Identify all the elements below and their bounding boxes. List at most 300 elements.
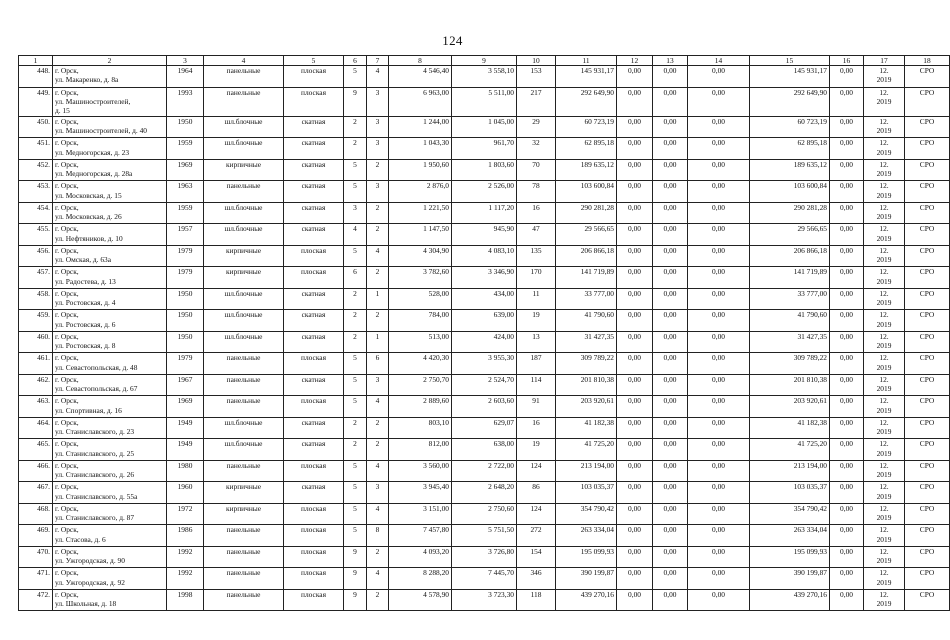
- total-cost-cell: 31 427,35: [556, 331, 617, 353]
- entrances-cell: 4: [367, 66, 389, 88]
- wall-material-cell: кирпичные: [204, 245, 284, 267]
- page-number: 124: [442, 33, 463, 48]
- residents-cell: 124: [517, 460, 556, 482]
- address-cell: [53, 331, 167, 353]
- floors-cell: 6: [344, 267, 367, 289]
- term-line: 2019: [876, 169, 892, 179]
- roof-type-cell: скатная: [284, 159, 344, 181]
- year-cell: 1963: [167, 181, 204, 203]
- term-line: 12.: [879, 138, 889, 148]
- term-line: 2019: [876, 190, 892, 200]
- row-number-cell: 448.: [19, 66, 53, 88]
- year-cell: 1960: [167, 482, 204, 504]
- cost-cell: 0,00: [830, 310, 864, 332]
- address-line: г. Орск,: [55, 267, 79, 277]
- row-number-cell: 452.: [19, 159, 53, 181]
- residents-cell: 19: [517, 439, 556, 461]
- column-number-cell: 3: [167, 56, 204, 66]
- roof-type-cell: плоская: [284, 396, 344, 418]
- address-line: г. Орск,: [55, 396, 79, 406]
- owners-funds-cell: 354 790,42: [750, 503, 830, 525]
- term-line: 2019: [876, 341, 892, 351]
- owners-funds-cell: 292 649,90: [750, 87, 830, 116]
- column-number-cell: 13: [653, 56, 688, 66]
- roof-type-cell: плоская: [284, 525, 344, 547]
- address-line: ул. Ростовская, д. 6: [55, 319, 116, 329]
- method-cell: СРО: [905, 546, 950, 568]
- roof-type-cell: скатная: [284, 181, 344, 203]
- cost-cell: 0,00: [830, 224, 864, 246]
- cost-cell: 0,00: [830, 116, 864, 138]
- table-row: [19, 138, 950, 160]
- address-cell: [53, 66, 167, 88]
- residents-cell: 78: [517, 181, 556, 203]
- term-line: 2019: [876, 448, 892, 458]
- table-row: [19, 224, 950, 246]
- wall-material-cell: панельные: [204, 568, 284, 590]
- column-number-cell: 10: [517, 56, 556, 66]
- residents-cell: 11: [517, 288, 556, 310]
- cost-cell: 0,00: [653, 267, 688, 289]
- address-line: г. Орск,: [55, 460, 79, 470]
- address-line: г. Орск,: [55, 439, 79, 449]
- cost-cell: 0,00: [830, 396, 864, 418]
- address-line: ул. Станиславского, д. 23: [55, 427, 135, 437]
- address-line: г. Орск,: [55, 181, 79, 191]
- total-area-cell: 4 093,20: [389, 546, 452, 568]
- row-number-cell: 461.: [19, 353, 53, 375]
- table-row: [19, 288, 950, 310]
- cost-cell: 0,00: [830, 525, 864, 547]
- year-cell: 1959: [167, 138, 204, 160]
- column-number-cell: 16: [830, 56, 864, 66]
- wall-material-cell: шл.блочные: [204, 439, 284, 461]
- address-line: г. Орск,: [55, 310, 79, 320]
- address-cell: [53, 87, 167, 116]
- wall-material-cell: шл.блочные: [204, 138, 284, 160]
- cost-cell: 0,00: [617, 546, 653, 568]
- cost-cell: 0,00: [617, 439, 653, 461]
- cost-cell: 0,00: [653, 589, 688, 611]
- table-row: [19, 525, 950, 547]
- method-cell: СРО: [905, 202, 950, 224]
- year-cell: 1972: [167, 503, 204, 525]
- address-line: г. Орск,: [55, 116, 79, 126]
- cost-cell: 0,00: [653, 417, 688, 439]
- term-line: 12.: [879, 181, 889, 191]
- cost-cell: 0,00: [653, 138, 688, 160]
- address-cell: [53, 589, 167, 611]
- address-line: г. Орск,: [55, 353, 79, 363]
- roof-type-cell: скатная: [284, 374, 344, 396]
- term-line: 2019: [876, 599, 892, 609]
- address-line: ул. Ростовская, д. 8: [55, 341, 116, 351]
- wall-material-cell: кирпичные: [204, 267, 284, 289]
- floors-cell: 5: [344, 353, 367, 375]
- method-cell: СРО: [905, 181, 950, 203]
- column-number-cell: 15: [750, 56, 830, 66]
- column-number-cell: 4: [204, 56, 284, 66]
- total-area-cell: 513,00: [389, 331, 452, 353]
- cost-cell: 0,00: [688, 310, 750, 332]
- floors-cell: 5: [344, 374, 367, 396]
- total-cost-cell: 213 194,00: [556, 460, 617, 482]
- owners-funds-cell: 201 810,38: [750, 374, 830, 396]
- living-area-cell: 2 603,60: [452, 396, 517, 418]
- term-line: 12.: [879, 525, 889, 535]
- year-cell: 1950: [167, 116, 204, 138]
- cost-cell: 0,00: [617, 138, 653, 160]
- cost-cell: 0,00: [617, 417, 653, 439]
- term-line: 2019: [876, 126, 892, 136]
- table-row: [19, 87, 950, 116]
- total-area-cell: 3 560,00: [389, 460, 452, 482]
- row-number-cell: 456.: [19, 245, 53, 267]
- residents-cell: 47: [517, 224, 556, 246]
- total-area-cell: 1 043,30: [389, 138, 452, 160]
- residents-cell: 153: [517, 66, 556, 88]
- planned-term-cell: [864, 288, 905, 310]
- method-cell: СРО: [905, 417, 950, 439]
- address-cell: [53, 396, 167, 418]
- planned-term-cell: [864, 224, 905, 246]
- entrances-cell: 3: [367, 482, 389, 504]
- year-cell: 1949: [167, 439, 204, 461]
- cost-cell: 0,00: [653, 374, 688, 396]
- table-row: [19, 116, 950, 138]
- cost-cell: 0,00: [653, 288, 688, 310]
- term-line: 2019: [876, 362, 892, 372]
- living-area-cell: 2 750,60: [452, 503, 517, 525]
- cost-cell: 0,00: [688, 503, 750, 525]
- roof-type-cell: плоская: [284, 353, 344, 375]
- planned-term-cell: [864, 245, 905, 267]
- cost-cell: 0,00: [688, 331, 750, 353]
- entrances-cell: 3: [367, 374, 389, 396]
- entrances-cell: 2: [367, 439, 389, 461]
- entrances-cell: 4: [367, 503, 389, 525]
- row-number-cell: 453.: [19, 181, 53, 203]
- year-cell: 1964: [167, 66, 204, 88]
- address-line: ул. Медногорская, д. 28а: [55, 169, 133, 179]
- row-number-cell: 468.: [19, 503, 53, 525]
- wall-material-cell: панельные: [204, 374, 284, 396]
- column-number-cell: 7: [367, 56, 389, 66]
- owners-funds-cell: 41 725,20: [750, 439, 830, 461]
- total-cost-cell: 292 649,90: [556, 87, 617, 116]
- living-area-cell: 3 723,30: [452, 589, 517, 611]
- wall-material-cell: шл.блочные: [204, 116, 284, 138]
- wall-material-cell: панельные: [204, 66, 284, 88]
- table-row: [19, 181, 950, 203]
- owners-funds-cell: 263 334,04: [750, 525, 830, 547]
- row-number-cell: 464.: [19, 417, 53, 439]
- floors-cell: 5: [344, 245, 367, 267]
- address-line: г. Орск,: [55, 546, 79, 556]
- column-number-cell: 17: [864, 56, 905, 66]
- total-area-cell: 803,10: [389, 417, 452, 439]
- table-row: [19, 374, 950, 396]
- total-cost-cell: 309 789,22: [556, 353, 617, 375]
- cost-cell: 0,00: [653, 224, 688, 246]
- cost-cell: 0,00: [653, 245, 688, 267]
- total-cost-cell: 439 270,16: [556, 589, 617, 611]
- wall-material-cell: кирпичные: [204, 482, 284, 504]
- address-line: ул. Московская, д. 15: [55, 190, 122, 200]
- year-cell: 1967: [167, 374, 204, 396]
- column-number-cell: 1: [19, 56, 53, 66]
- term-line: 12.: [879, 331, 889, 341]
- term-line: 2019: [876, 298, 892, 308]
- planned-term-cell: [864, 525, 905, 547]
- table-row: [19, 66, 950, 88]
- cost-cell: 0,00: [617, 202, 653, 224]
- floors-cell: 9: [344, 87, 367, 116]
- floors-cell: 3: [344, 202, 367, 224]
- table-body: [19, 56, 950, 611]
- address-line: г. Орск,: [55, 482, 79, 492]
- cost-cell: 0,00: [617, 116, 653, 138]
- term-line: 12.: [879, 439, 889, 449]
- wall-material-cell: панельные: [204, 589, 284, 611]
- residents-cell: 217: [517, 87, 556, 116]
- floors-cell: 9: [344, 546, 367, 568]
- floors-cell: 4: [344, 224, 367, 246]
- term-line: 2019: [876, 405, 892, 415]
- floors-cell: 5: [344, 396, 367, 418]
- wall-material-cell: панельные: [204, 396, 284, 418]
- address-line: г. Орск,: [55, 138, 79, 148]
- column-number-cell: 14: [688, 56, 750, 66]
- year-cell: 1950: [167, 288, 204, 310]
- column-number-cell: 9: [452, 56, 517, 66]
- entrances-cell: 2: [367, 159, 389, 181]
- term-line: 12.: [879, 482, 889, 492]
- floors-cell: 2: [344, 116, 367, 138]
- method-cell: СРО: [905, 159, 950, 181]
- total-area-cell: 7 457,80: [389, 525, 452, 547]
- cost-cell: 0,00: [653, 568, 688, 590]
- cost-cell: 0,00: [830, 138, 864, 160]
- planned-term-cell: [864, 374, 905, 396]
- cost-cell: 0,00: [830, 503, 864, 525]
- total-area-cell: 1 950,60: [389, 159, 452, 181]
- living-area-cell: 434,00: [452, 288, 517, 310]
- term-line: 2019: [876, 233, 892, 243]
- table-row: [19, 482, 950, 504]
- residents-cell: 86: [517, 482, 556, 504]
- term-line: 12.: [879, 66, 889, 75]
- column-number-cell: 8: [389, 56, 452, 66]
- cost-cell: 0,00: [653, 546, 688, 568]
- method-cell: СРО: [905, 331, 950, 353]
- method-cell: СРО: [905, 568, 950, 590]
- cost-cell: 0,00: [830, 159, 864, 181]
- term-line: 2019: [876, 384, 892, 394]
- cost-cell: 0,00: [830, 589, 864, 611]
- cost-cell: 0,00: [617, 245, 653, 267]
- method-cell: СРО: [905, 310, 950, 332]
- planned-term-cell: [864, 353, 905, 375]
- roof-type-cell: скатная: [284, 138, 344, 160]
- method-cell: СРО: [905, 116, 950, 138]
- term-line: 12.: [879, 374, 889, 384]
- table-row: [19, 202, 950, 224]
- roof-type-cell: скатная: [284, 482, 344, 504]
- year-cell: 1992: [167, 546, 204, 568]
- cost-cell: 0,00: [688, 224, 750, 246]
- floors-cell: 2: [344, 439, 367, 461]
- roof-type-cell: скатная: [284, 331, 344, 353]
- total-cost-cell: 390 199,87: [556, 568, 617, 590]
- roof-type-cell: плоская: [284, 460, 344, 482]
- cost-cell: 0,00: [830, 417, 864, 439]
- term-line: 2019: [876, 255, 892, 265]
- method-cell: СРО: [905, 87, 950, 116]
- cost-cell: 0,00: [617, 396, 653, 418]
- term-line: 12.: [879, 224, 889, 234]
- living-area-cell: 2 524,70: [452, 374, 517, 396]
- cost-cell: 0,00: [653, 87, 688, 116]
- year-cell: 1969: [167, 396, 204, 418]
- total-cost-cell: 41 182,38: [556, 417, 617, 439]
- address-cell: [53, 546, 167, 568]
- term-line: 12.: [879, 87, 889, 97]
- row-number-cell: 457.: [19, 267, 53, 289]
- cost-cell: 0,00: [653, 66, 688, 88]
- entrances-cell: 1: [367, 288, 389, 310]
- wall-material-cell: панельные: [204, 546, 284, 568]
- table-row: [19, 267, 950, 289]
- total-cost-cell: 195 099,93: [556, 546, 617, 568]
- address-line: ул. Спортивная, д. 16: [55, 405, 122, 415]
- living-area-cell: 2 722,00: [452, 460, 517, 482]
- entrances-cell: 3: [367, 181, 389, 203]
- wall-material-cell: кирпичные: [204, 503, 284, 525]
- address-line: г. Орск,: [55, 224, 79, 234]
- entrances-cell: 4: [367, 396, 389, 418]
- living-area-cell: 5 511,00: [452, 87, 517, 116]
- cost-cell: 0,00: [653, 439, 688, 461]
- term-line: 12.: [879, 245, 889, 255]
- term-line: 2019: [876, 147, 892, 157]
- residents-cell: 19: [517, 310, 556, 332]
- entrances-cell: 2: [367, 224, 389, 246]
- address-cell: [53, 353, 167, 375]
- owners-funds-cell: 31 427,35: [750, 331, 830, 353]
- cost-cell: 0,00: [688, 396, 750, 418]
- row-number-cell: 460.: [19, 331, 53, 353]
- address-cell: [53, 417, 167, 439]
- term-line: 12.: [879, 202, 889, 212]
- floors-cell: 5: [344, 525, 367, 547]
- method-cell: СРО: [905, 288, 950, 310]
- residents-cell: 32: [517, 138, 556, 160]
- address-line: ул. Станиславского, д. 26: [55, 470, 135, 480]
- cost-cell: 0,00: [830, 353, 864, 375]
- year-cell: 1993: [167, 87, 204, 116]
- table-row: [19, 396, 950, 418]
- planned-term-cell: [864, 396, 905, 418]
- column-number-row: [19, 56, 950, 66]
- method-cell: СРО: [905, 460, 950, 482]
- total-cost-cell: 62 895,18: [556, 138, 617, 160]
- cost-cell: 0,00: [617, 66, 653, 88]
- column-number-cell: 12: [617, 56, 653, 66]
- term-line: 2019: [876, 319, 892, 329]
- cost-cell: 0,00: [830, 568, 864, 590]
- address-line: ул. Школьная, д. 18: [55, 599, 117, 609]
- owners-funds-cell: 290 281,28: [750, 202, 830, 224]
- method-cell: СРО: [905, 482, 950, 504]
- cost-cell: 0,00: [688, 589, 750, 611]
- living-area-cell: 424,00: [452, 331, 517, 353]
- residents-cell: 70: [517, 159, 556, 181]
- term-line: 12.: [879, 267, 889, 277]
- table-row: [19, 460, 950, 482]
- year-cell: 1979: [167, 353, 204, 375]
- cost-cell: 0,00: [653, 525, 688, 547]
- planned-term-cell: [864, 116, 905, 138]
- cost-cell: 0,00: [688, 116, 750, 138]
- total-cost-cell: 33 777,00: [556, 288, 617, 310]
- residents-cell: 16: [517, 417, 556, 439]
- cost-cell: 0,00: [653, 503, 688, 525]
- method-cell: СРО: [905, 138, 950, 160]
- address-cell: [53, 503, 167, 525]
- residents-cell: 187: [517, 353, 556, 375]
- total-area-cell: 3 151,00: [389, 503, 452, 525]
- total-cost-cell: 41 725,20: [556, 439, 617, 461]
- term-line: 12.: [879, 546, 889, 556]
- term-line: 2019: [876, 75, 892, 85]
- entrances-cell: 1: [367, 331, 389, 353]
- wall-material-cell: панельные: [204, 181, 284, 203]
- term-line: 12.: [879, 159, 889, 169]
- roof-type-cell: плоская: [284, 503, 344, 525]
- address-cell: [53, 116, 167, 138]
- total-cost-cell: 354 790,42: [556, 503, 617, 525]
- planned-term-cell: [864, 568, 905, 590]
- cost-cell: 0,00: [653, 353, 688, 375]
- cost-cell: 0,00: [617, 181, 653, 203]
- address-line: ул. Стасова, д. 6: [55, 534, 106, 544]
- year-cell: 1992: [167, 568, 204, 590]
- address-cell: [53, 482, 167, 504]
- floors-cell: 9: [344, 589, 367, 611]
- address-cell: [53, 202, 167, 224]
- living-area-cell: 961,70: [452, 138, 517, 160]
- cost-cell: 0,00: [617, 374, 653, 396]
- column-number-cell: 5: [284, 56, 344, 66]
- cost-cell: 0,00: [830, 482, 864, 504]
- cost-cell: 0,00: [617, 224, 653, 246]
- residents-cell: 124: [517, 503, 556, 525]
- total-cost-cell: 141 719,89: [556, 267, 617, 289]
- owners-funds-cell: 41 182,38: [750, 417, 830, 439]
- cost-cell: 0,00: [688, 267, 750, 289]
- floors-cell: 5: [344, 503, 367, 525]
- roof-type-cell: скатная: [284, 310, 344, 332]
- term-line: 12.: [879, 396, 889, 406]
- roof-type-cell: плоская: [284, 589, 344, 611]
- entrances-cell: 2: [367, 417, 389, 439]
- living-area-cell: 2 648,20: [452, 482, 517, 504]
- floors-cell: 5: [344, 181, 367, 203]
- roof-type-cell: скатная: [284, 288, 344, 310]
- wall-material-cell: шл.блочные: [204, 202, 284, 224]
- residents-cell: 29: [517, 116, 556, 138]
